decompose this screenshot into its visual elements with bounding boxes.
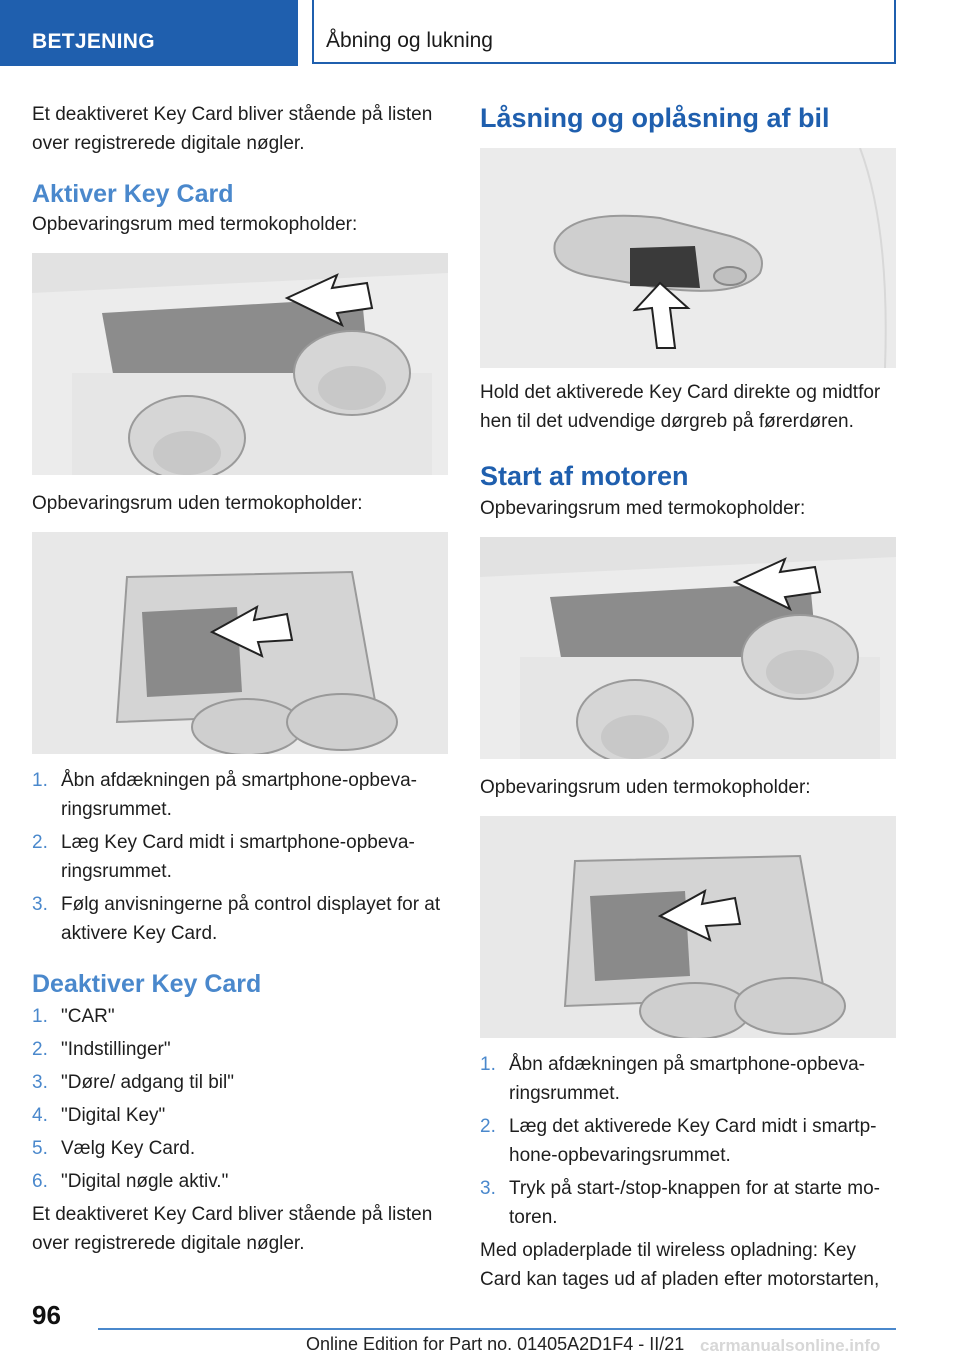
list-item: 3. Tryk på start-/stop-knappen for at starte motoren. [480,1178,880,1228]
start-caption-1: Opbevaringsrum med termokopholder: [480,498,806,519]
list-item: 2. Læg det aktiverede Key Card midt i smartphone-opbevaringsrummet. [480,1116,877,1166]
figure-cupholder-storage [32,253,448,475]
start-note: Med opladerplade til wireless opladning: Key Card kan tages ud af pladen efter motorstarten, [480,1240,880,1290]
page-number: 96 [32,1300,61,1330]
deactivate-steps [32,1002,448,1196]
deactivate-note: Et deaktiveret Key Card bliver stående på listen over registrerede digitale nøgler. [32,1204,433,1254]
list-item: 2. "Indstillinger" [32,1039,171,1060]
intro-text: Et deaktiveret Key Card bliver stående på listen over registrerede digitale nøgler. [32,104,433,154]
list-item: 3. "Døre/ adgang til bil" [32,1072,234,1093]
header-chapter: Åbning og lukning [312,0,896,64]
start-heading: Start af motoren [480,461,689,491]
start-caption-2: Opbevaringsrum uden termokopholder: [480,777,811,798]
list-item: 2. Læg Key Card midt i smartphone-opbevaringsrummet. [32,832,415,882]
footer-divider [98,1328,896,1330]
footer-edition: Online Edition for Part no. 01405A2D1F4 - II/21 [306,1334,685,1354]
list-item: 1. Åbn afdækningen på smartphone-opbevaringsrummet. [480,1054,865,1104]
start-steps [480,1050,896,1232]
list-item: 3. Følg anvisningerne på control displayet for at aktivere Key Card. [32,894,441,944]
list-item: 5. Vælg Key Card. [32,1138,196,1159]
figure-storage-no-cupholder-start [480,816,896,1038]
list-item: 1. "CAR" [32,1006,115,1027]
activate-caption-1: Opbevaringsrum med termokopholder: [32,214,358,235]
activate-steps [32,766,448,948]
left-column [32,100,448,1258]
figure-door-handle [480,148,896,368]
activate-heading: Aktiver Key Card [32,180,234,208]
lock-heading: Låsning og oplåsning af bil [480,103,830,133]
figure-cupholder-storage-start [480,537,896,759]
right-column [480,100,896,1294]
header-section: BETJENING [0,0,298,66]
list-item: 1. Åbn afdækningen på smartphone-opbevaringsrummet. [32,770,417,820]
activate-caption-2: Opbevaringsrum uden termokopholder: [32,493,363,514]
lock-text: Hold det aktiverede Key Card direkte og midtfor hen til det udvendige dørgreb på førerdøren. [480,382,881,432]
list-item: 4. "Digital Key" [32,1105,166,1126]
figure-storage-no-cupholder [32,532,448,754]
watermark: carmanualsonline.info [700,1336,881,1355]
deactivate-heading: Deaktiver Key Card [32,970,262,998]
list-item: 6. "Digital nøgle aktiv." [32,1171,229,1192]
